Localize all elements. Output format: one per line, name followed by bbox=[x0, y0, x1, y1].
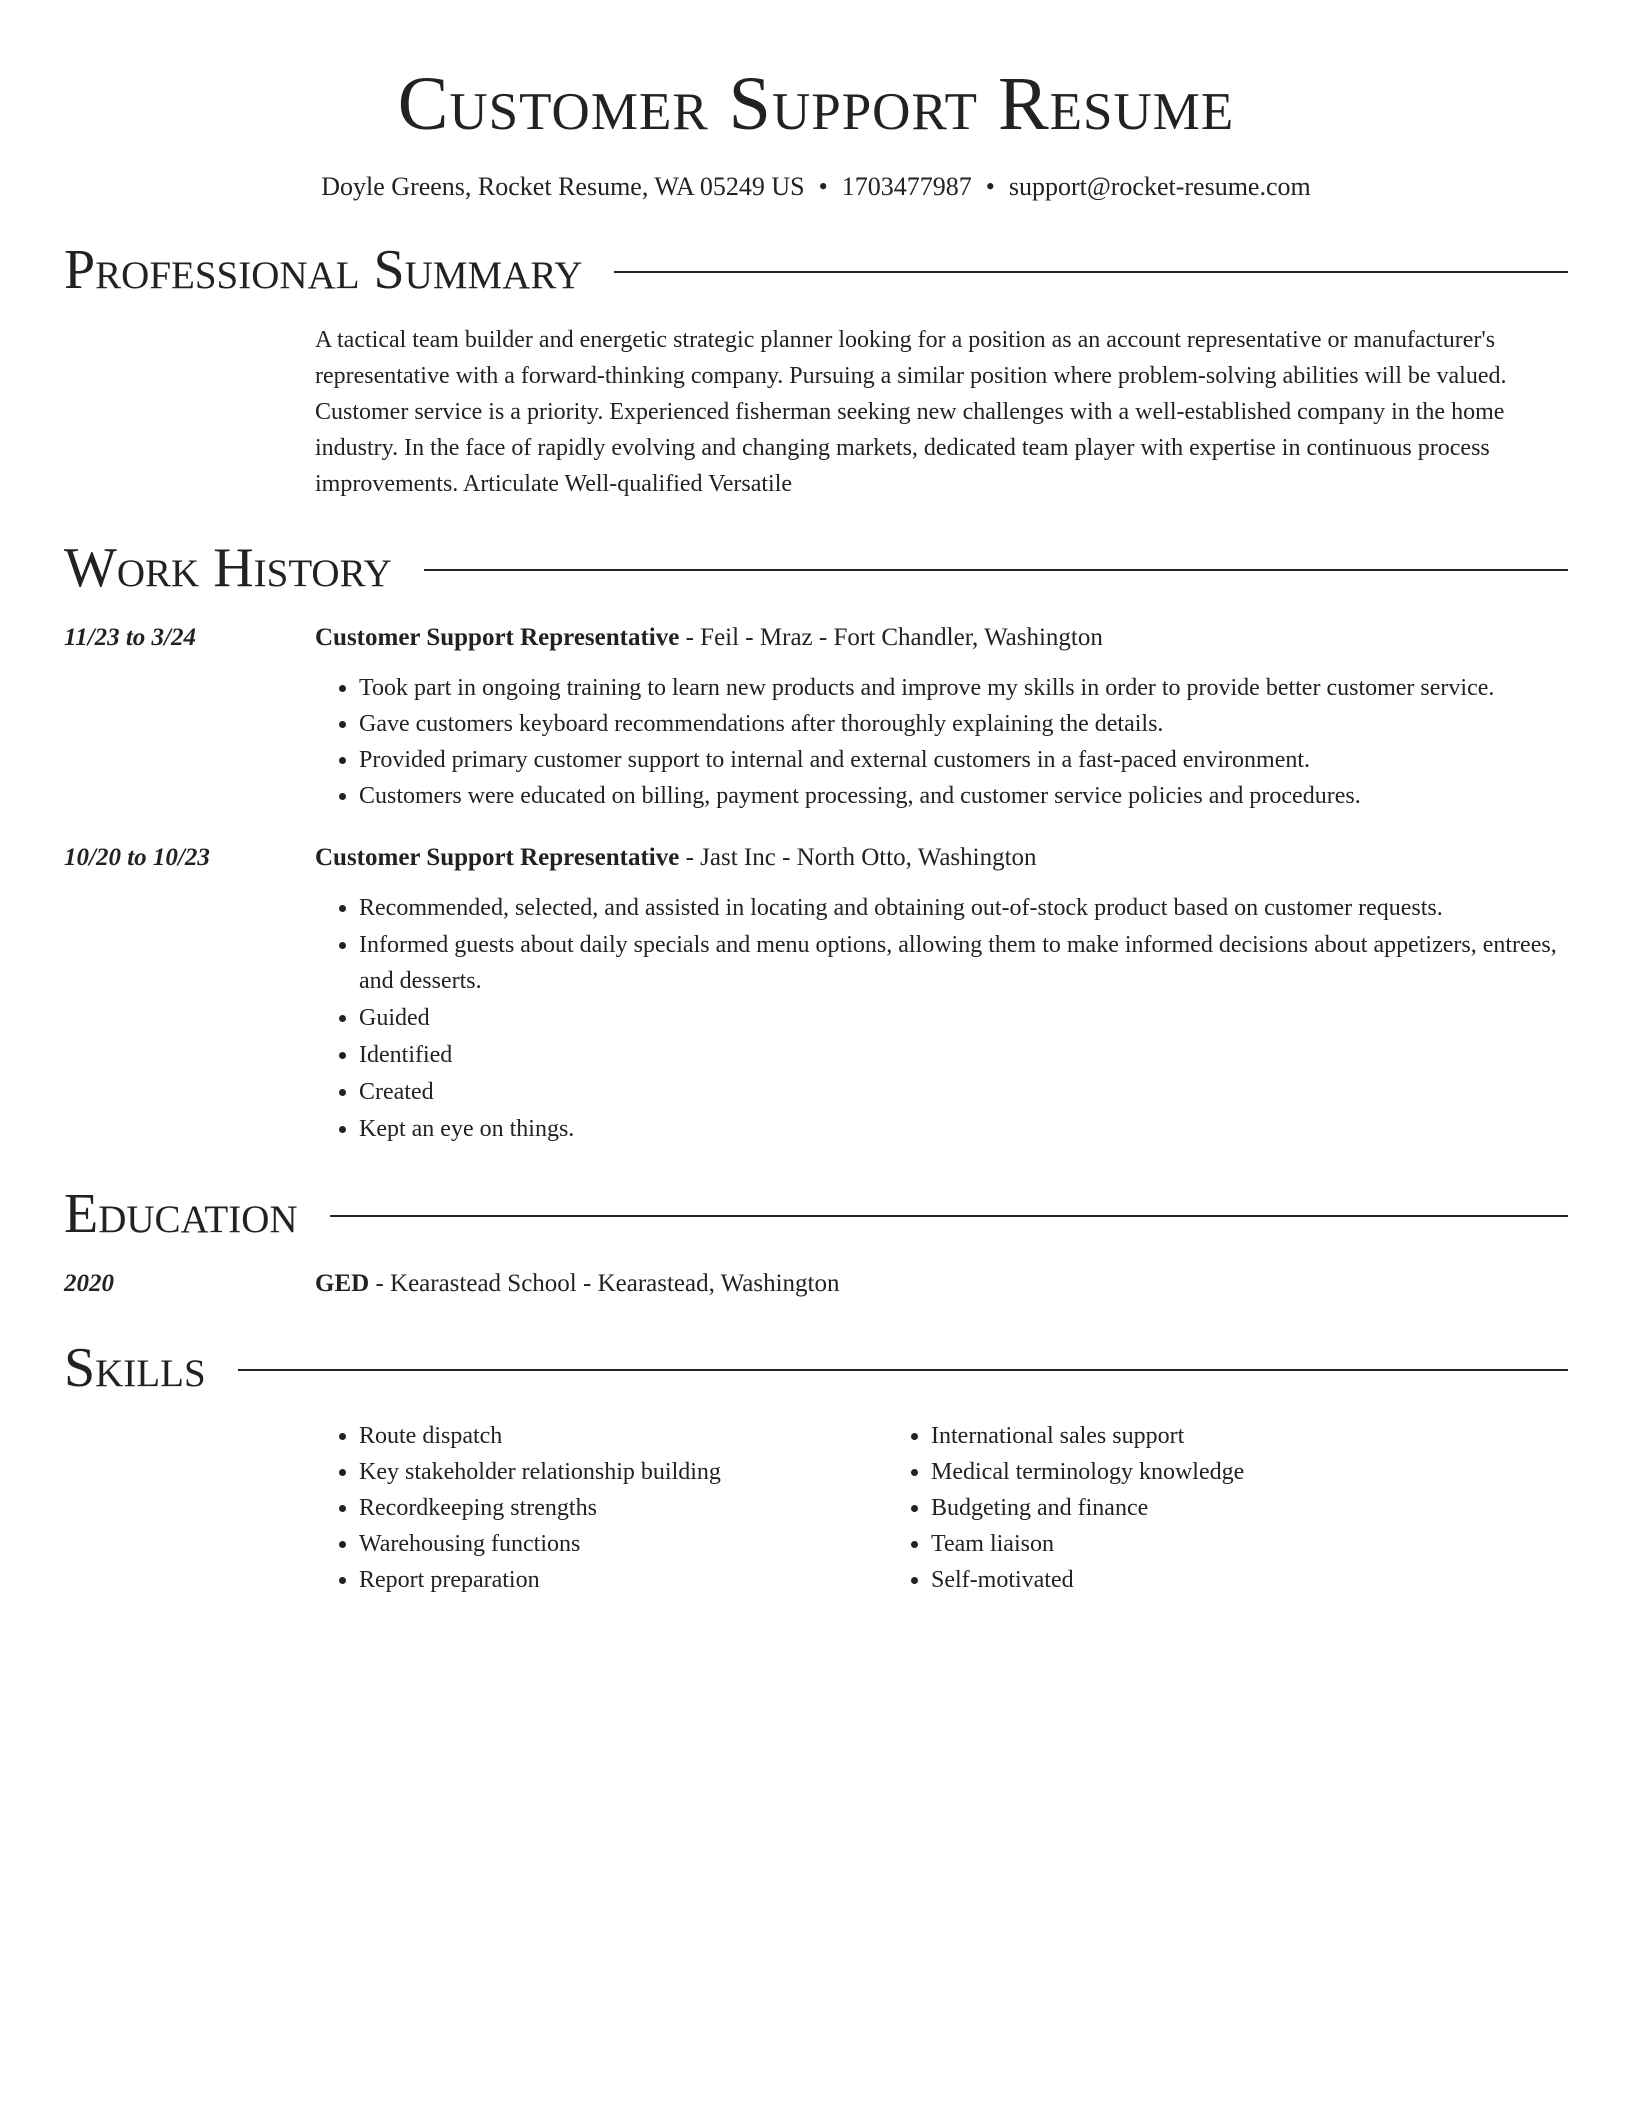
skill-item: • Budgeting and finance bbox=[931, 1490, 1463, 1526]
education-heading bbox=[315, 1266, 1568, 1302]
job-bullet: • Identified bbox=[359, 1037, 1568, 1073]
job-title: Customer Support Representative bbox=[315, 844, 680, 871]
job-bullet: • Created bbox=[359, 1074, 1568, 1110]
education-degree: GED bbox=[315, 1270, 370, 1297]
skill-item: • Medical terminology knowledge bbox=[931, 1454, 1463, 1490]
job-bullet: • Guided bbox=[359, 1000, 1568, 1036]
resume-title: Customer Support Resume bbox=[397, 62, 1235, 146]
skill-item: • Team liaison bbox=[931, 1526, 1463, 1562]
skill-item: • Recordkeeping strengths bbox=[359, 1490, 889, 1526]
job-content bbox=[315, 620, 1568, 814]
job-bullet: • Provided primary customer support to internal and external customers in a fast-paced environment. bbox=[359, 742, 1568, 778]
job-heading bbox=[315, 620, 1568, 656]
section-heading-education bbox=[64, 1182, 1568, 1246]
contact-separator: • bbox=[985, 172, 995, 201]
skill-item: • Report preparation bbox=[359, 1562, 889, 1598]
section-title: Skills bbox=[64, 1337, 206, 1399]
section-heading-work-history bbox=[64, 536, 1568, 600]
contact-separator: • bbox=[818, 172, 828, 201]
job-dates: 10/20 to 10/23 bbox=[64, 844, 210, 871]
skills-list-right bbox=[889, 1418, 1463, 1598]
section-title: Professional Summary bbox=[64, 239, 583, 301]
job-entry bbox=[64, 620, 1568, 814]
job-entry bbox=[64, 840, 1568, 1148]
skill-item: • Route dispatch bbox=[359, 1418, 889, 1454]
skill-item: • International sales support bbox=[931, 1418, 1463, 1454]
job-bullet: • Took part in ongoing training to learn new products and improve my skills in order to provide better customer service. bbox=[359, 670, 1568, 706]
job-title: Customer Support Representative bbox=[315, 624, 680, 651]
education-details: - Kearastead School - Kearastead, Washington bbox=[369, 1270, 840, 1297]
section-heading-skills bbox=[64, 1336, 1568, 1400]
section-divider bbox=[614, 271, 1568, 273]
section-divider bbox=[330, 1215, 1568, 1217]
job-bullet: • Kept an eye on things. bbox=[359, 1111, 1568, 1147]
skills-columns bbox=[315, 1418, 1568, 1598]
job-bullet: • Gave customers keyboard recommendations after thoroughly explaining the details. bbox=[359, 706, 1568, 742]
skill-item: • Key stakeholder relationship building bbox=[359, 1454, 889, 1490]
job-dates: 11/23 to 3/24 bbox=[64, 624, 196, 651]
job-details: - Jast Inc - North Otto, Washington bbox=[679, 844, 1037, 871]
job-bullets bbox=[315, 670, 1568, 814]
job-bullets bbox=[315, 890, 1568, 1147]
summary-text: A tactical team builder and energetic strategic planner looking for a position as an account representative or manufacturer's representative with a forward-thinking company. Pursuing a similar position where problem-solving abilities will be valued. Customer service is a priority. Experienced fisherman seeking new challenges with a well-established company in the home industry. In the face of rapidly evolving and changing markets, dedicated team player with expertise in continuous process improvements. Articulate Well-qualified Versatile bbox=[315, 327, 1507, 497]
skill-item: • Self-motivated bbox=[931, 1562, 1463, 1598]
contact-email: support@rocket-resume.com bbox=[1008, 172, 1311, 201]
section-title: Work History bbox=[64, 537, 392, 599]
skill-item: • Warehousing functions bbox=[359, 1526, 889, 1562]
job-bullet: • Recommended, selected, and assisted in locating and obtaining out-of-stock product based on customer requests. bbox=[359, 890, 1568, 926]
job-bullet: • Customers were educated on billing, payment processing, and customer service policies and procedures. bbox=[359, 778, 1568, 814]
contact-phone: 1703477987 bbox=[841, 172, 972, 201]
section-heading-summary bbox=[64, 238, 1568, 302]
education-year: 2020 bbox=[64, 1270, 114, 1297]
job-bullet: • Informed guests about daily specials and menu options, allowing them to make informed decisions about appetizers, entrees, and desserts. bbox=[359, 927, 1568, 999]
section-divider bbox=[238, 1369, 1568, 1371]
section-divider bbox=[424, 569, 1568, 571]
job-heading bbox=[315, 840, 1568, 876]
contact-line bbox=[64, 170, 1568, 204]
section-title: Education bbox=[64, 1183, 298, 1245]
skills-list-left bbox=[315, 1418, 889, 1598]
contact-address: Doyle Greens, Rocket Resume, WA 05249 US bbox=[321, 172, 805, 201]
job-content bbox=[315, 840, 1568, 1148]
education-entry bbox=[64, 1266, 1568, 1302]
job-details: - Feil - Mraz - Fort Chandler, Washington bbox=[679, 624, 1103, 651]
